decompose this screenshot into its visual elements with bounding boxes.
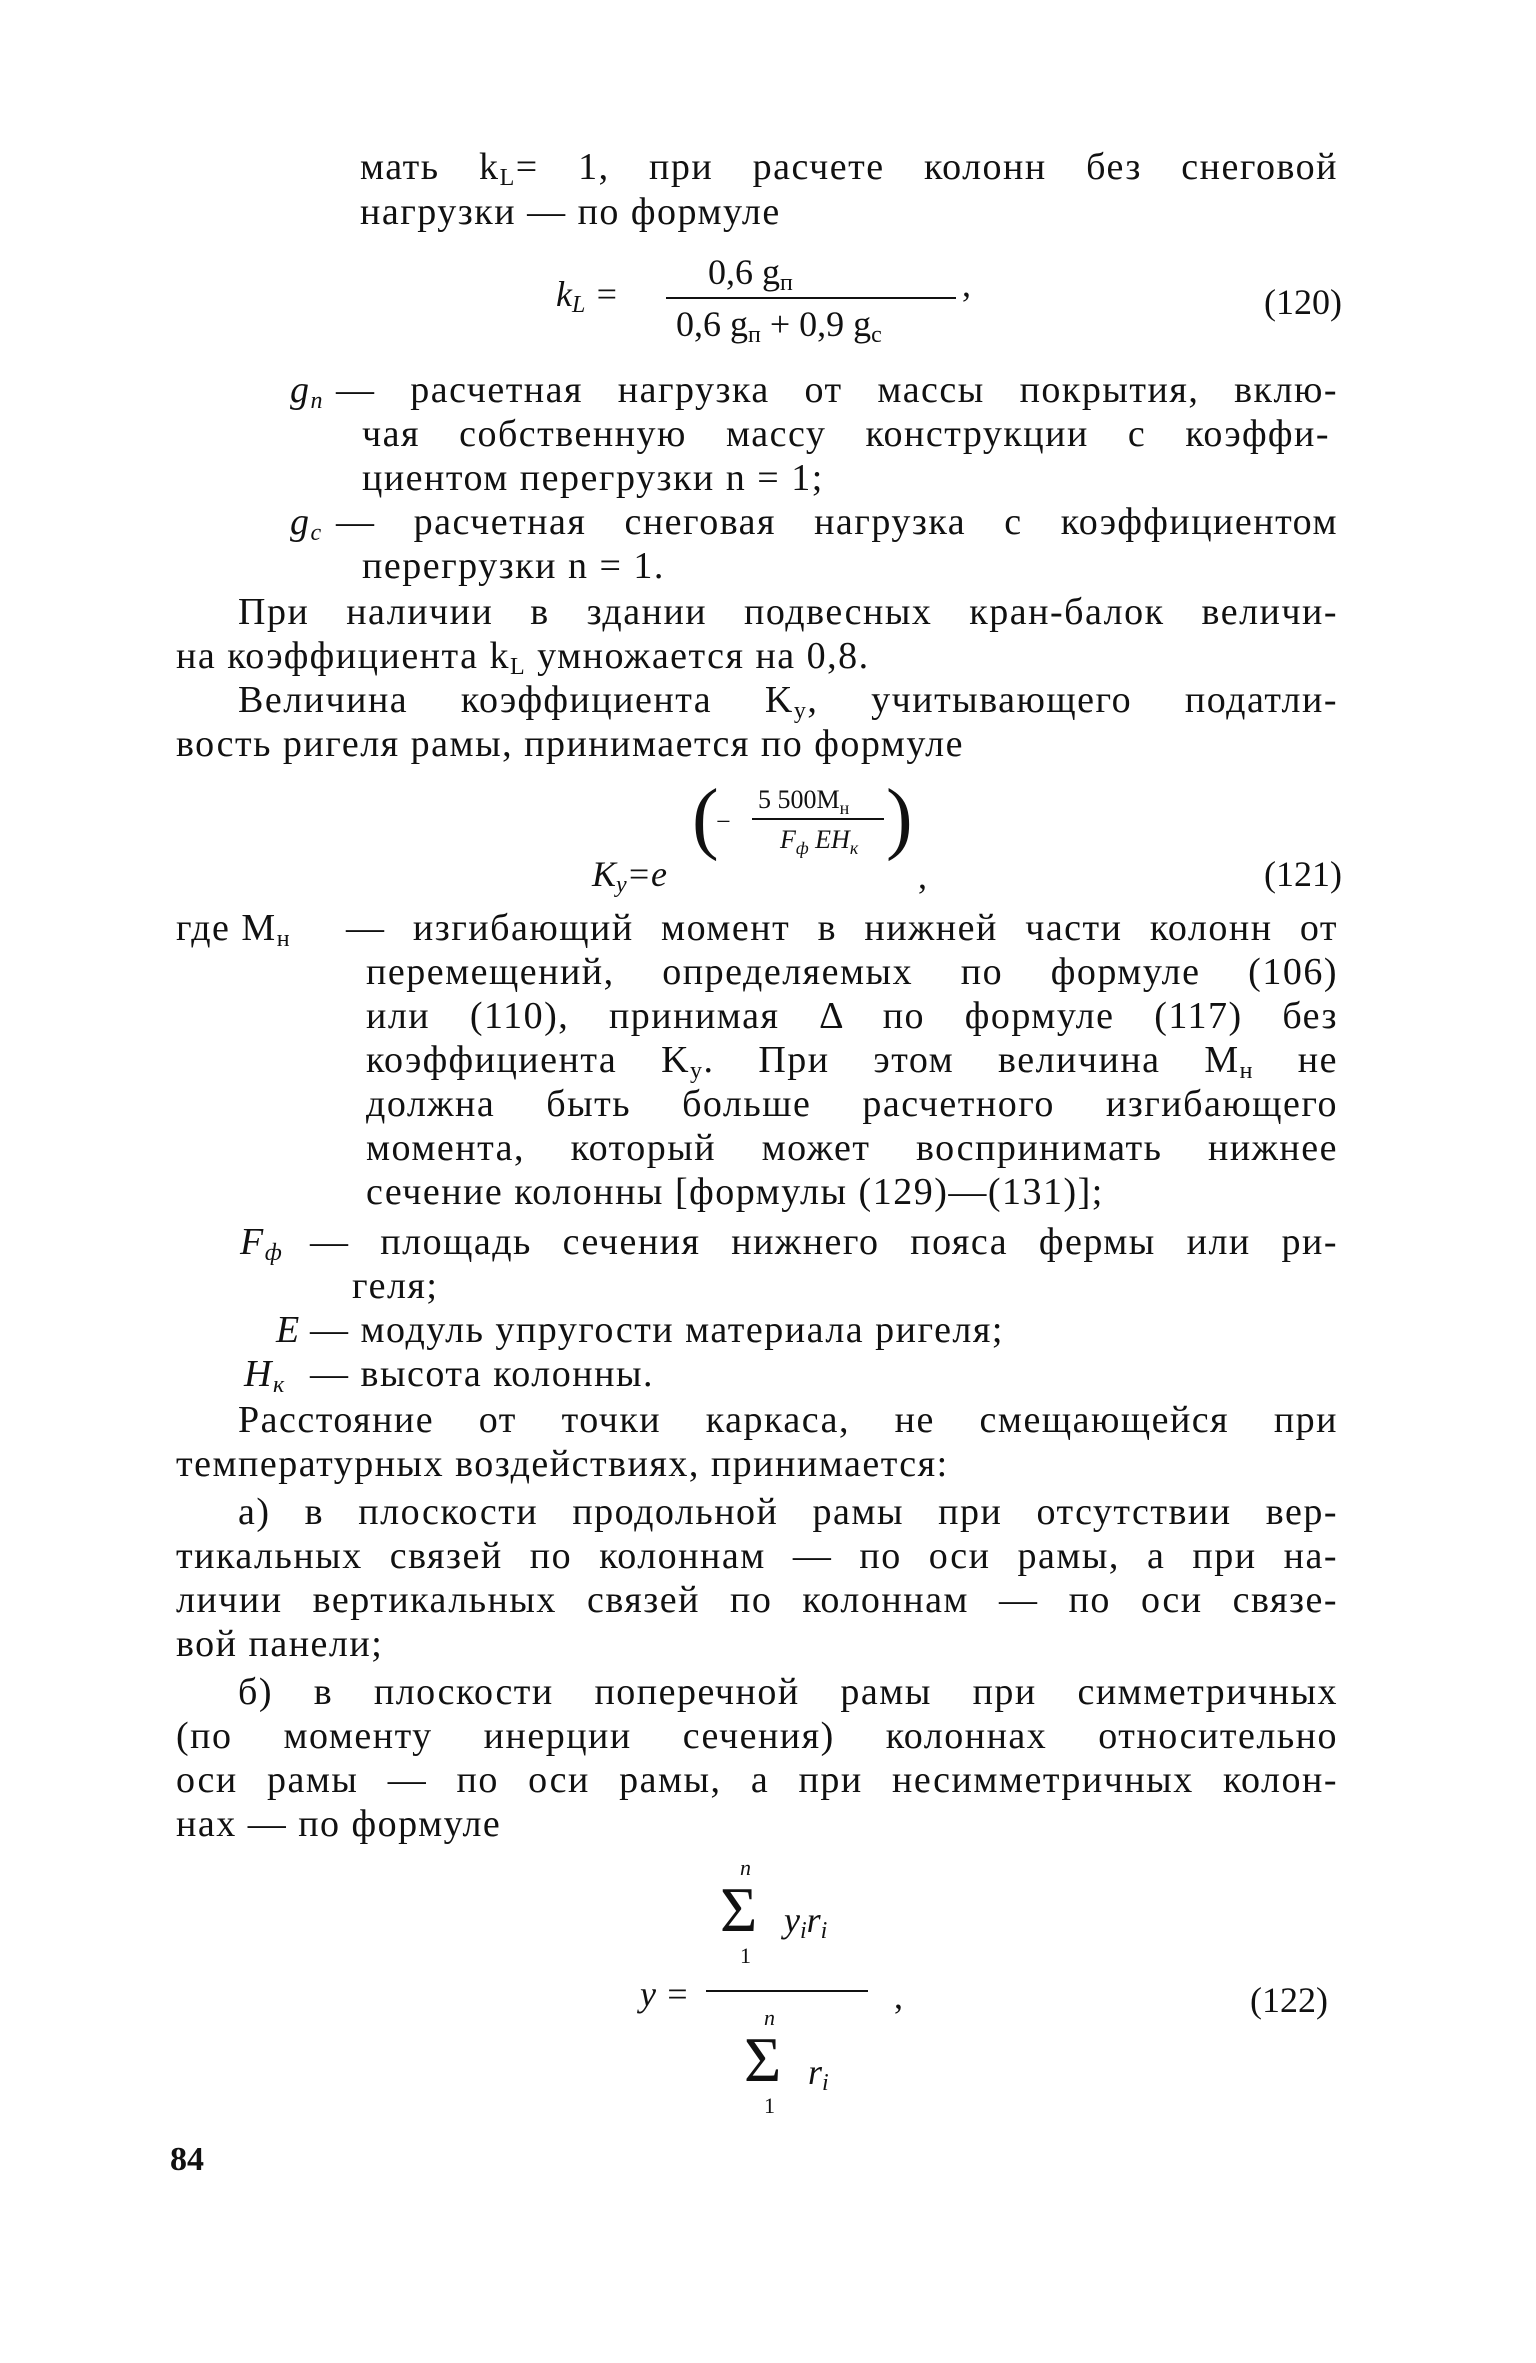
text-line: циентом перегрузки n = 1; [362, 457, 824, 499]
close-paren: ) [886, 774, 913, 862]
text-line: или (110), принимая Δ по формуле (117) без [366, 995, 1338, 1037]
formula-comma: , [962, 264, 971, 304]
open-paren: ( [692, 774, 719, 862]
text-line: — высота колонны. [310, 1353, 654, 1395]
sum-body: $y_ir_i$ [784, 1900, 828, 1944]
page-number: 84 [170, 2141, 204, 2178]
text-line: нагрузки — по формуле [360, 191, 781, 233]
text-line: вой панели; [176, 1623, 384, 1665]
sum-body: $r_i$ [808, 2052, 829, 2096]
text-line: оси рамы — по оси рамы, а при несимметричных колон- [176, 1759, 1338, 1801]
fraction-bar [666, 297, 956, 299]
formula-lhs: $K_у=e$ [592, 854, 667, 898]
symbol-ff: $F_ф$ [240, 1221, 284, 1266]
symbol-e: E [276, 1309, 301, 1351]
formula-number: (121) [1264, 854, 1342, 894]
text-line: вость ригеля рамы, принимается по формуле [176, 723, 964, 765]
text-line: — изгибающий момент в нижней части колонн от [346, 907, 1338, 949]
text-line: Расстояние от точки каркаса, не смещающейся при [238, 1399, 1338, 1441]
text-line: нах — по формуле [176, 1803, 502, 1845]
sum-upper-limit: n [740, 1855, 751, 1880]
text-line: тикальных связей по колоннам — по оси рамы, а при на- [176, 1535, 1338, 1577]
text-line: — площадь сечения нижнего пояса фермы или ри- [310, 1221, 1338, 1263]
exponent-denominator: $F_ф$ $EH_к$ [780, 825, 859, 858]
text-line: геля; [352, 1265, 439, 1307]
text-line: коэффициента $K_у$. При этом величина $M_н$ не [366, 1039, 1339, 1084]
text-line-lead: где $M_н$ [176, 907, 292, 952]
text-line: сечение колонны [формулы (129)—(131)]; [366, 1171, 1104, 1213]
text-line: момента, который может воспринимать нижнее [366, 1127, 1338, 1169]
sum-lower-limit: 1 [764, 2093, 775, 2118]
text-line: должна быть больше расчетного изгибающего [366, 1083, 1338, 1125]
text-line: мать $k_L= 1$, при расчете колонн без снеговой [360, 146, 1339, 191]
symbol-hk: $H_к$ [244, 1353, 286, 1398]
text-line: Величина коэффициента $K_у$, учитывающего податли- [238, 679, 1339, 724]
exponent-numerator: 5 $500M_н$ [758, 785, 850, 818]
text-line: температурных воздействиях, принимается: [176, 1443, 949, 1485]
symbol-gc: $g_с$ [290, 501, 323, 546]
text-line: перемещений, определяемых по формуле (106) [366, 951, 1338, 993]
text-line: — расчетная нагрузка от массы покрытия, вклю- [336, 369, 1338, 411]
formula-comma: , [918, 856, 927, 896]
formula-number: (120) [1264, 282, 1342, 322]
formula-comma: , [894, 1976, 903, 2016]
text-line: — расчетная снеговая нагрузка с коэффициентом [336, 501, 1338, 543]
text-line: перегрузки n = 1. [362, 545, 665, 587]
formula-number: (122) [1250, 1980, 1328, 2020]
text-line: на коэффициента $k_L$ умножается на 0,8. [176, 635, 870, 680]
sum-lower-limit: 1 [740, 1943, 751, 1968]
text-line: чая собственную массу конструкции с коэффи- [362, 413, 1330, 455]
exponent-minus: − [716, 807, 731, 836]
text-line: б) в плоскости поперечной рамы при симметричных [238, 1671, 1338, 1713]
formula-numerator: 0,6 $g_п$ [708, 252, 793, 296]
formula-lhs: $k_L$ = [556, 274, 619, 318]
text-line: а) в плоскости продольной рамы при отсутствии вер- [238, 1491, 1338, 1533]
text-line: При наличии в здании подвесных кран-балок величи- [238, 591, 1338, 633]
sum-upper-limit: n [764, 2005, 775, 2030]
text-line: (по моменту инерции сечения) колоннах относительно [176, 1715, 1338, 1757]
text-line: — модуль упругости материала ригеля; [310, 1309, 1004, 1351]
sigma-symbol: Σ [720, 1874, 758, 1945]
formula-denominator: 0,6 $g_п + 0,9$ $g_с$ [676, 304, 882, 348]
sigma-symbol: Σ [744, 2024, 782, 2095]
fraction-bar [706, 1990, 868, 1992]
symbol-gp: $g_п$ [290, 369, 324, 414]
formula-lhs: y = [640, 1974, 690, 2014]
text-line: личии вертикальных связей по колоннам — по оси связе- [176, 1579, 1338, 1621]
